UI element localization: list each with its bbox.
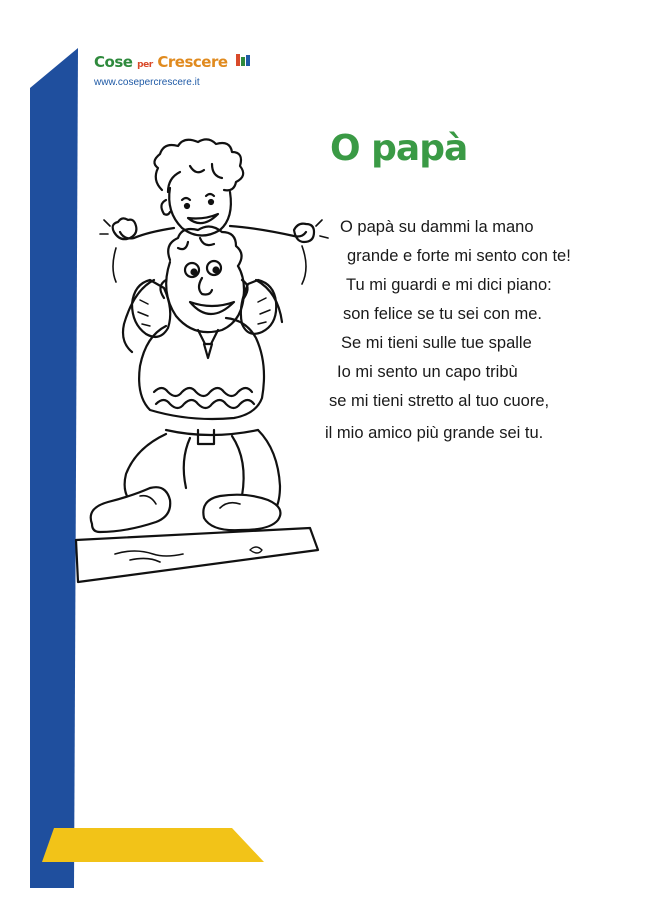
father-child-illustration (70, 130, 330, 590)
poem-line: il mio amico più grande sei tu. (325, 424, 544, 442)
poem-line: se mi tieni stretto al tuo cuore, (329, 392, 550, 410)
poem-title: O papà (330, 128, 468, 169)
poem-line: Se mi tieni sulle tue spalle (341, 334, 532, 352)
poem-line: O papà su dammi la mano (340, 218, 534, 236)
poem-line: son felice se tu sei con me. (343, 305, 543, 323)
yellow-bottom-strip (42, 828, 264, 864)
logo-word-crescere: Crescere (157, 53, 228, 71)
poem-line: Io mi sento un capo tribù (337, 363, 518, 381)
poem-line: Tu mi guardi e mi dici piano: (346, 276, 552, 294)
logo-flag-icon (234, 52, 252, 73)
logo-word-cose: Cose (94, 53, 133, 71)
poem-line: grande e forte mi sento con te! (347, 247, 571, 265)
logo-word-per: per (137, 60, 153, 70)
logo-url[interactable]: www.cosepercrescere.it (94, 77, 200, 88)
brand-logo[interactable] (94, 52, 252, 88)
logo-wordmark (94, 52, 252, 75)
